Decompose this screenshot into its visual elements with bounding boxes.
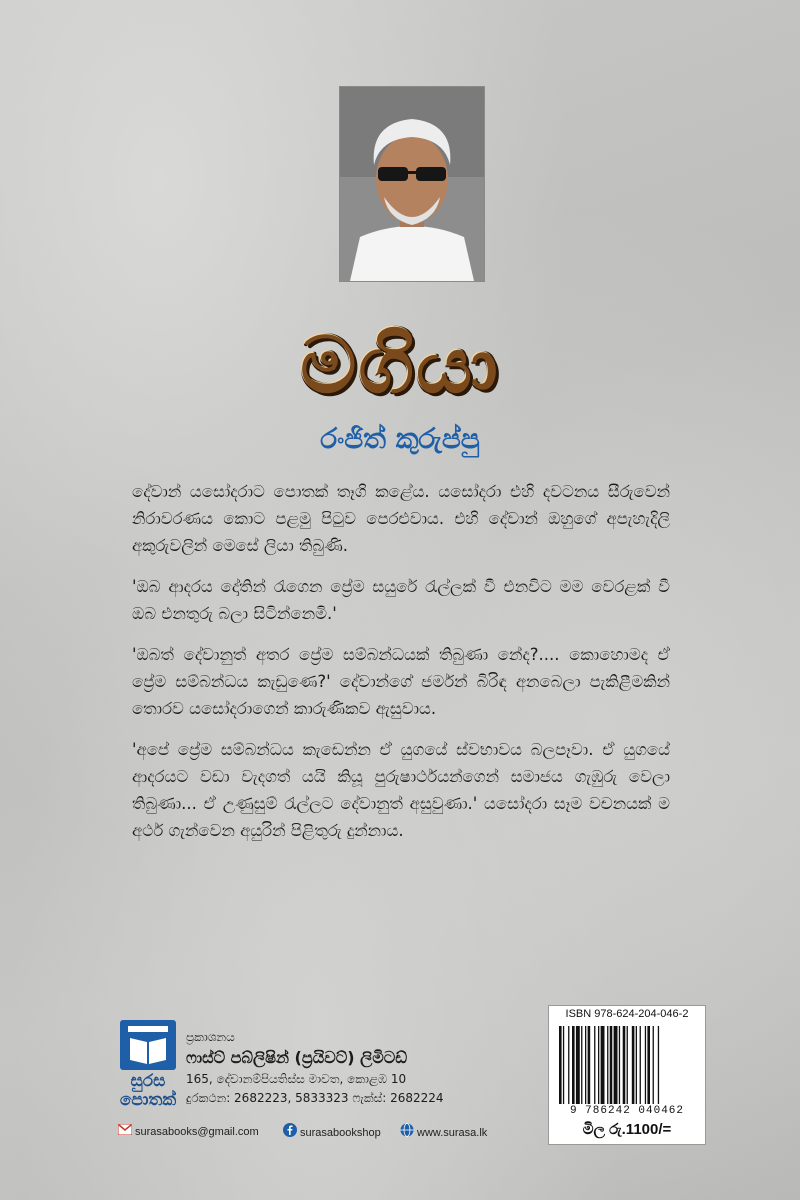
blurb-paragraph: 'ඔබත් දේවානුත් අතර ප්‍රේම සම්බන්ධයක් තිබුණා නේද?.... කොහොමද ඒ ප්‍රේම සම්බන්ධය කැඩුණෙ?' දේවාන්ගේ ජර්මන් බිරිඳ අනබෙලා පැකිළීමකින් තොරව යසෝදරාගෙන් කාරුණිකව ඇසුවාය.	[132, 645, 670, 718]
price-label: මිල රු.1100/=	[582, 1121, 672, 1138]
facebook-contact[interactable]	[283, 1123, 381, 1141]
barcode-bar	[645, 1026, 646, 1104]
book-title: මගියා	[300, 320, 500, 411]
publisher-name: ෆාස්ට් පබ්ලිෂින් (ප්‍රයිවට්) ලිමිටඩ්	[186, 1048, 408, 1067]
barcode-bar	[559, 1026, 562, 1104]
web-text: www.surasa.lk	[417, 1126, 488, 1139]
logo-text-line: පොතක්	[119, 1090, 177, 1110]
blurb-paragraph: 'අපේ ප්‍රේම සම්බන්ධය කැඩෙන්න ඒ යුගයේ ස්වභාවය බලපෑවා. ඒ යුගයේ ආදරයට වඩා වැදගත් යයි කියූ පුරුෂාර්ථයන්ගෙන් සමාජය ගැඹුරු වෙලා තිබුණා... ඒ උණුසුම් රැල්ලට දේවානුත් අසුවුණා.' යසෝදරා සෑම වචනයක් ම අර්ථ ගැන්වෙන අයුරින් පිළිතුරු දුන්නාය.	[132, 740, 670, 840]
barcode-bar	[607, 1026, 608, 1104]
book-icon	[120, 1020, 176, 1070]
barcode-bar	[594, 1026, 595, 1104]
barcode-bar	[588, 1026, 591, 1104]
barcode-bar	[598, 1026, 599, 1104]
barcode-bar	[627, 1026, 628, 1104]
barcode-bar	[647, 1026, 650, 1104]
barcode-bar	[610, 1026, 613, 1104]
web-contact[interactable]	[400, 1123, 487, 1141]
barcode-bar	[653, 1026, 654, 1104]
globe-icon	[400, 1123, 414, 1143]
email-text: surasabooks@gmail.com	[135, 1126, 259, 1138]
contact-bar	[118, 1123, 538, 1141]
publisher-logo	[118, 1020, 178, 1120]
author-name: රංජිත් කුරුප්පු	[320, 422, 480, 455]
email-icon	[118, 1123, 132, 1141]
barcode-bar	[576, 1026, 580, 1104]
barcode-digits: 9 786242 040462	[569, 1105, 685, 1117]
barcode-bar	[636, 1026, 637, 1104]
isbn-barcode-box	[548, 1005, 706, 1145]
publisher-info	[186, 1028, 526, 1108]
barcode	[557, 1026, 697, 1104]
blurb-paragraph: 'ඔබ ආදරය දෝතින් රැගෙන ප්‍රේම සයුරේ රැල්ලක් වී එනවිට මම වෙරළක් වී ඔබ එනතුරු බලා සිටින්නෙමි.'	[132, 577, 670, 623]
barcode-bar	[640, 1026, 641, 1104]
barcode-bar	[658, 1026, 659, 1104]
barcode-bar	[623, 1026, 626, 1104]
isbn-number: ISBN 978-624-204-046-2	[565, 1008, 689, 1020]
facebook-text: surasabookshop	[300, 1126, 381, 1139]
barcode-bar	[632, 1026, 635, 1104]
barcode-bar	[585, 1026, 586, 1104]
barcode-bar	[601, 1026, 605, 1104]
author-photo	[339, 86, 485, 282]
publisher-label: ප්‍රකාශනය	[186, 1030, 235, 1044]
barcode-bar	[563, 1026, 564, 1104]
back-cover-blurb	[132, 478, 670, 858]
logo-text-line: සුරස	[130, 1071, 166, 1091]
publisher-address: 165, දේවානම්පියතිස්ස මාවත, කොළඹ 10	[186, 1072, 407, 1086]
barcode-bar	[614, 1026, 618, 1104]
barcode-bar	[619, 1026, 620, 1104]
blurb-paragraph: දේවාන් යසෝදරාට පොතක් තෑගි කළේය. යසෝදරා එහි දවටනය සීරුවෙන් නිරාවරණය කොට පළමු පිටුව පෙරළුවාය. එහි දේවාන් ඔහුගේ අපැහැදිලි අකුරුවලින් මෙසේ ලියා තිබුණි.	[132, 482, 670, 555]
publisher-phone: දුරකථන: 2682223, 5833323 ෆැක්ස්: 2682224	[186, 1091, 444, 1105]
facebook-icon	[283, 1123, 297, 1143]
barcode-bar	[572, 1026, 575, 1104]
email-contact[interactable]	[118, 1123, 259, 1141]
barcode-bar	[568, 1026, 569, 1104]
barcode-bar	[581, 1026, 582, 1104]
